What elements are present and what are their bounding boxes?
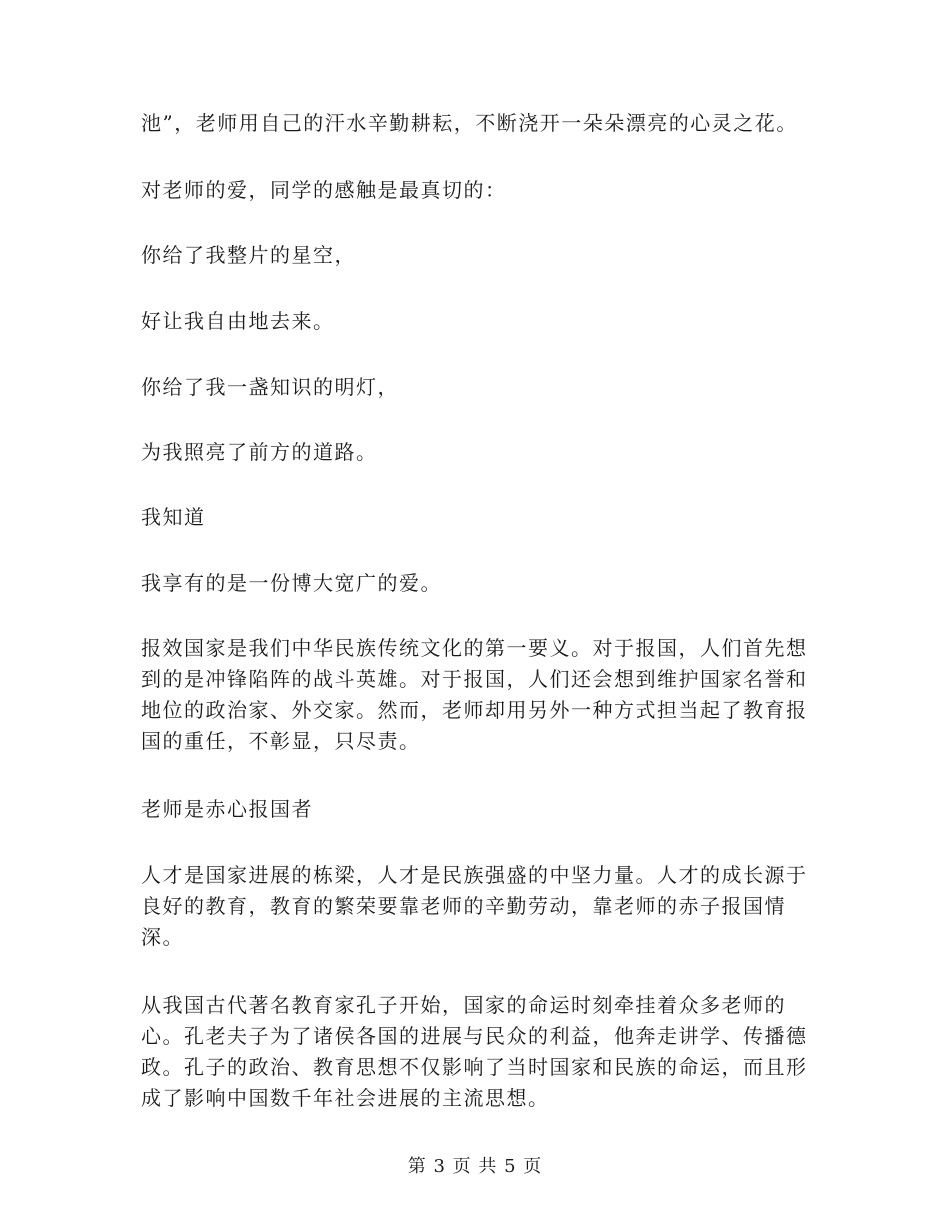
page-number-footer: 第 3 页 共 5 页 [407,1156,543,1177]
paragraph-3: 你给了我整片的星空， [141,243,356,267]
paragraph-5: 你给了我一盏知识的明灯， [141,375,399,399]
paragraph-1: 池”，老师用自己的汗水辛勤耕耘，不断浇开一朵朵漂亮的心灵之花。 [141,111,798,135]
paragraph-6: 为我照亮了前方的道路。 [141,440,378,464]
paragraph-7: 我知道 [141,505,206,529]
paragraph-2: 对老师的爱，同学的感触是最真切的： [141,178,507,202]
paragraph-11: 人才是国家进展的栋梁，人才是民族强盛的中坚力量。人才的成长源于良好的教育，教育的繁荣要靠老师的辛勤劳动，靠老师的赤子报国情深。 [141,863,808,949]
paragraph-9: 报效国家是我们中华民族传统文化的第一要义。对于报国，人们首先想到的是冲锋陷阵的战斗英雄。对于报国，人们还会想到维护国家名誉和地位的政治家、外交家。然而，老师却用另外一种方式担当起了教育报国的重任，不彰显，只尽责。 [141,636,808,753]
paragraph-heading-patriot: 老师是赤心报国者 [141,797,313,821]
paragraph-4: 好让我自由地去来。 [141,309,335,333]
paragraph-12: 从我国古代著名教育家孔子开始，国家的命运时刻牵挂着众多老师的心。孔老夫子为了诸侯各国的进展与民众的利益，他奔走讲学、传播德政。孔子的政治、教育思想不仅影响了当时国家和民族的命运，而且形成了影响中国数千年社会进展的主流思想。 [141,993,808,1110]
paragraph-8: 我享有的是一份博大宽广的爱。 [141,571,442,595]
